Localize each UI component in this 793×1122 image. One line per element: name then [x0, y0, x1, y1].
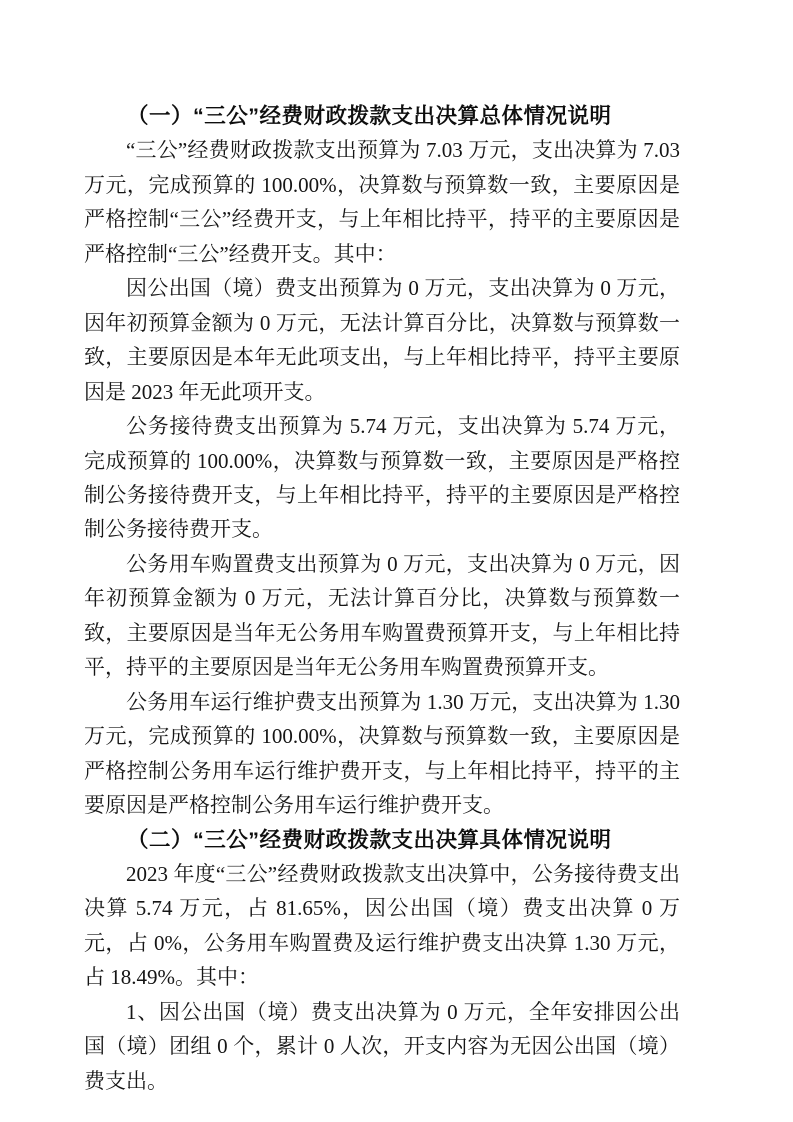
section-1-paragraph-reception: 公务接待费支出预算为 5.74 万元，支出决算为 5.74 万元，完成预算的 100.00%，决算数与预算数一致，主要原因是严格控制公务接待费开支，与上年相比持平，持平的主要原因是严格控制公务接待费开支。: [84, 414, 680, 542]
section-2-paragraph-breakdown: 2023 年度“三公”经费财政拨款支出决算中，公务接待费支出决算 5.74 万元，占 81.65%，因公出国（境）费支出决算 0 万元，占 0%，公务用车购置费及运行维护费支出决算 1.30 万元，占 18.49%。其中：: [84, 861, 680, 990]
section-2-heading: （二）“三公”经费财政拨款支出决算具体情况说明: [127, 827, 612, 852]
section-1-paragraph-vehicle-purchase: 公务用车购置费支出预算为 0 万元，支出决算为 0 万元，因年初预算金额为 0 万元，无法计算百分比，决算数与预算数一致，主要原因是当年无公务用车购置费预算开支，与上年相比持平，持平的主要原因是当年无公务用车购置费预算开支。: [84, 551, 680, 680]
section-2-paragraph-abroad-detail: 1、因公出国（境）费支出决算为 0 万元，全年安排因公出国（境）团组 0 个，累计 0 人次，开支内容为无因公出国（境）费支出。: [84, 999, 680, 1093]
document-content: [84, 99, 680, 1098]
section-1-paragraph-vehicle-maintenance: 公务用车运行维护费支出预算为 1.30 万元，支出决算为 1.30 万元，完成预算的 100.00%，决算数与预算数一致，主要原因是严格控制公务用车运行维护费开支，与上年相比持平，持平的主要原因是严格控制公务用车运行维护费开支。: [84, 689, 680, 818]
section-1-paragraph-overall: “三公”经费财政拨款支出预算为 7.03 万元，支出决算为 7.03 万元，完成预算的 100.00%，决算数与预算数一致，主要原因是严格控制“三公”经费开支，与上年相比持平，持平的主要原因是严格控制“三公”经费开支。其中：: [84, 138, 680, 266]
section-1-heading: （一）“三公”经费财政拨款支出决算总体情况说明: [127, 104, 612, 128]
section-1-paragraph-abroad: 因公出国（境）费支出预算为 0 万元，支出决算为 0 万元，因年初预算金额为 0 万元，无法计算百分比，决算数与预算数一致，主要原因是本年无此项支出，与上年相比持平，持平主要原因是 2023 年无此项开支。: [84, 276, 680, 404]
